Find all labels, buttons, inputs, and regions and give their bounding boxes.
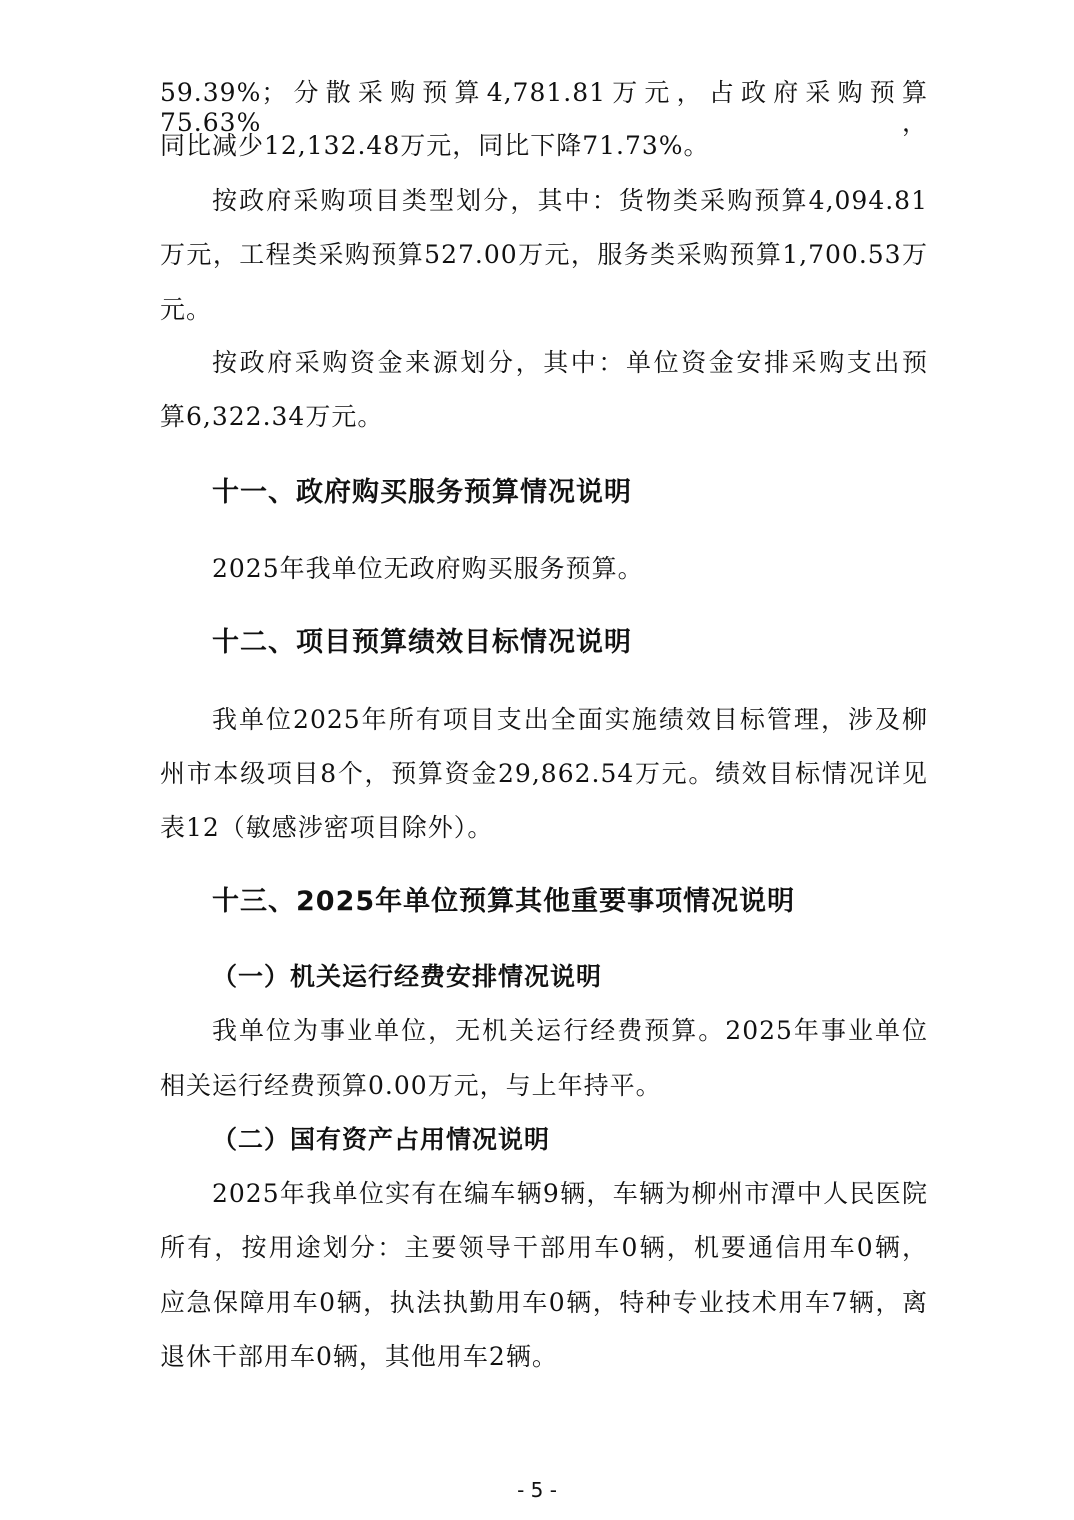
paragraph-line: 应急保障用车0辆，执法执勤用车0辆，特种专业技术用车7辆，离 — [160, 1288, 928, 1317]
paragraph-line: 按政府采购项目类型划分，其中：货物类采购预算4,094.81 — [212, 186, 928, 215]
paragraph-line: 退休干部用车0辆，其他用车2辆。 — [160, 1342, 558, 1371]
paragraph-line: 同比减少12,132.48万元，同比下降71.73%。 — [160, 131, 710, 160]
paragraph-line: 我单位2025年所有项目支出全面实施绩效目标管理，涉及柳 — [212, 705, 928, 734]
paragraph-line: 按政府采购资金来源划分，其中：单位资金安排采购支出预 — [212, 348, 928, 377]
subsection-heading: （一）机关运行经费安排情况说明 — [212, 962, 603, 991]
paragraph-line: 相关运行经费预算0.00万元，与上年持平。 — [160, 1071, 662, 1100]
paragraph-line: 我单位为事业单位，无机关运行经费预算。2025年事业单位 — [212, 1016, 928, 1045]
section-heading: 十一、政府购买服务预算情况说明 — [212, 477, 632, 508]
paragraph-line: 算6,322.34万元。 — [160, 402, 384, 431]
page-number: - 5 - — [517, 1478, 557, 1502]
paragraph-line: 59.39%；分散采购预算4,781.81万元，占政府采购预算75.63%， — [160, 78, 928, 137]
paragraph-line: 2025年我单位实有在编车辆9辆，车辆为柳州市潭中人民医院 — [212, 1179, 928, 1208]
subsection-heading: （二）国有资产占用情况说明 — [212, 1125, 551, 1154]
section-heading: 十三、2025年单位预算其他重要事项情况说明 — [212, 886, 796, 917]
paragraph-line: 州市本级项目8个，预算资金29,862.54万元。绩效目标情况详见 — [160, 759, 928, 788]
paragraph-line: 万元，工程类采购预算527.00万元，服务类采购预算1,700.53万 — [160, 240, 928, 269]
section-heading: 十二、项目预算绩效目标情况说明 — [212, 627, 632, 658]
paragraph-line: 表12（敏感涉密项目除外）。 — [160, 813, 494, 842]
paragraph-line: 2025年我单位无政府购买服务预算。 — [212, 554, 644, 583]
paragraph-line: 元。 — [160, 295, 213, 324]
paragraph-line: 所有，按用途划分：主要领导干部用车0辆，机要通信用车0辆， — [160, 1233, 928, 1262]
